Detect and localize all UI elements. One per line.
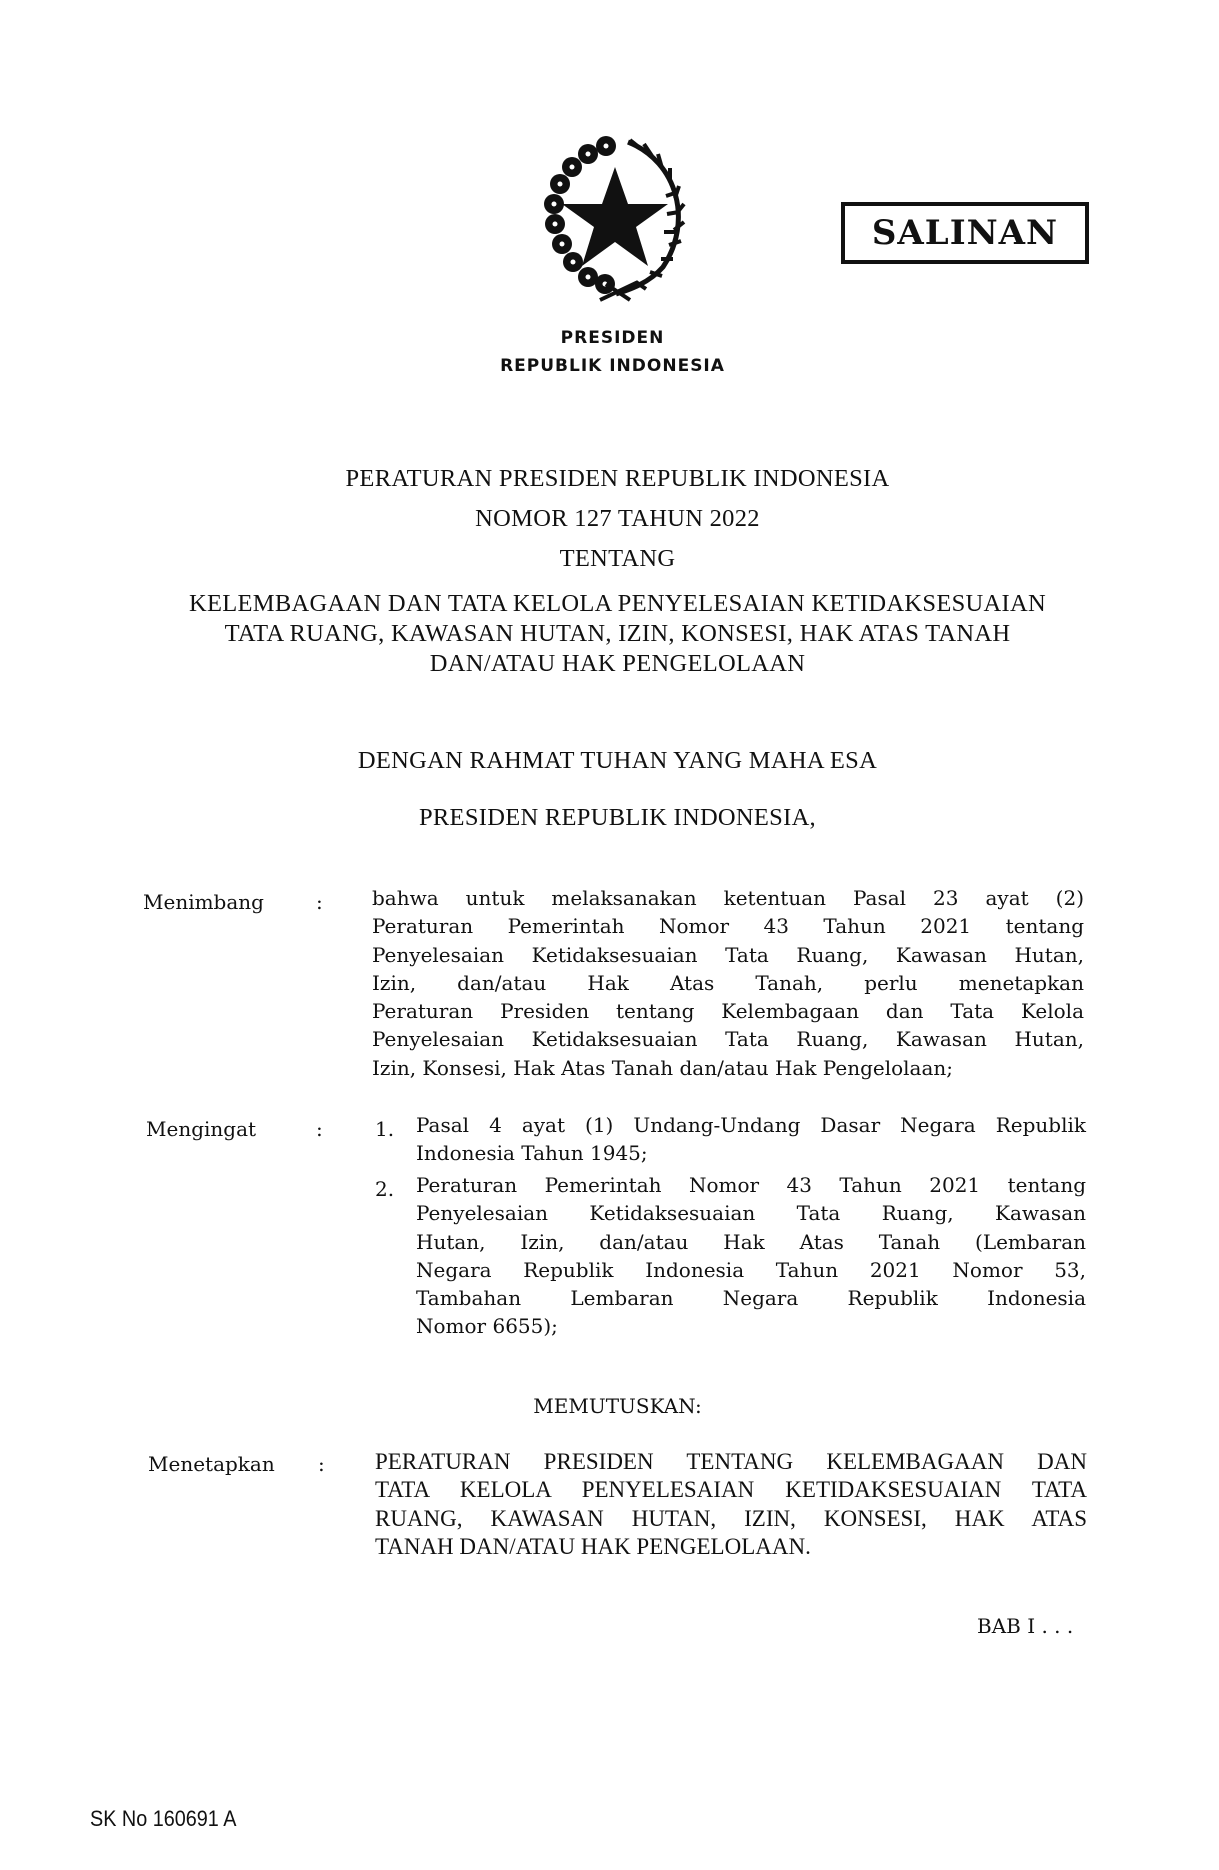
text-line: TATA KELOLA PENYELESAIAN KETIDAKSESUAIAN TATA xyxy=(375,1477,1087,1503)
mengingat-colon: : xyxy=(316,1117,323,1141)
text-line: bahwa untuk melaksanakan ketentuan Pasal 23 ayat (2) xyxy=(372,886,1084,910)
text-line: Penyelesaian Ketidaksesuaian Tata Ruang, Kawasan Hutan, xyxy=(372,942,1084,967)
continuation-marker: BAB I . . . xyxy=(977,1614,1074,1638)
mengingat-item-1 xyxy=(416,1111,1086,1168)
list-item-number-2: 2. xyxy=(375,1177,395,1201)
text-line: Tambahan Lembaran Negara Republik Indonesia xyxy=(416,1286,1086,1311)
office-title-president: PRESIDEN xyxy=(560,328,665,348)
menimbang-colon: : xyxy=(316,890,323,914)
text-line: Nomor 6655); xyxy=(416,1314,558,1339)
text-line: Peraturan Presiden tentang Kelembagaan dan Tata Kelola xyxy=(372,999,1084,1024)
office-title-republic: REPUBLIK INDONESIA xyxy=(500,356,725,376)
sk-number: SK No 160691 A xyxy=(90,1806,237,1831)
text-line: Peraturan Pemerintah Nomor 43 Tahun 2021 tentang xyxy=(372,914,1084,939)
mengingat-label: Mengingat xyxy=(146,1117,257,1141)
regulation-subject-line-3: DAN/ATAU HAK PENGELOLAAN xyxy=(429,650,806,677)
text-line: Indonesia Tahun 1945; xyxy=(416,1141,648,1166)
menetapkan-text xyxy=(375,1448,1087,1561)
menimbang-label: Menimbang xyxy=(143,890,264,914)
mengingat-item-2 xyxy=(416,1171,1086,1341)
text-line: Pasal 4 ayat (1) Undang-Undang Dasar Negara Republik xyxy=(416,1113,1086,1137)
text-line: Penyelesaian Ketidaksesuaian Tata Ruang, Kawasan xyxy=(416,1201,1086,1226)
regulation-number: NOMOR 127 TAHUN 2022 xyxy=(475,505,760,532)
text-line: Negara Republik Indonesia Tahun 2021 Nomor 53, xyxy=(416,1257,1086,1282)
menimbang-text xyxy=(372,884,1084,1082)
text-line: PERATURAN PRESIDEN TENTANG KELEMBAGAAN DAN xyxy=(375,1449,1087,1474)
memutuskan-heading: MEMUTUSKAN: xyxy=(533,1394,702,1418)
issuer: PRESIDEN REPUBLIK INDONESIA, xyxy=(418,804,816,831)
text-line: Hutan, Izin, dan/atau Hak Atas Tanah (Lembaran xyxy=(416,1229,1086,1254)
regulation-about: TENTANG xyxy=(559,545,676,572)
invocation: DENGAN RAHMAT TUHAN YANG MAHA ESA xyxy=(357,747,878,774)
text-line: RUANG, KAWASAN HUTAN, IZIN, KONSESI, HAK ATAS xyxy=(375,1505,1087,1531)
regulation-subject-line-2: TATA RUANG, KAWASAN HUTAN, IZIN, KONSESI, HAK ATAS TANAH xyxy=(224,620,1011,647)
menetapkan-label: Menetapkan xyxy=(148,1452,275,1476)
text-line: Peraturan Pemerintah Nomor 43 Tahun 2021 tentang xyxy=(416,1173,1086,1197)
text-line: TANAH DAN/ATAU HAK PENGELOLAAN. xyxy=(375,1533,811,1559)
presidential-emblem-icon xyxy=(528,132,698,302)
menetapkan-colon: : xyxy=(318,1452,325,1476)
text-line: Izin, dan/atau Hak Atas Tanah, perlu menetapkan xyxy=(372,970,1084,995)
text-line: Penyelesaian Ketidaksesuaian Tata Ruang, Kawasan Hutan, xyxy=(372,1027,1084,1052)
list-item-number-1: 1. xyxy=(375,1117,395,1141)
text-line: Izin, Konsesi, Hak Atas Tanah dan/atau Hak Pengelolaan; xyxy=(372,1055,954,1080)
regulation-subject-line-1: KELEMBAGAAN DAN TATA KELOLA PENYELESAIAN KETIDAKSESUAIAN xyxy=(189,590,1046,617)
regulation-type: PERATURAN PRESIDEN REPUBLIK INDONESIA xyxy=(345,465,890,492)
salinan-stamp: SALINAN xyxy=(841,202,1089,264)
